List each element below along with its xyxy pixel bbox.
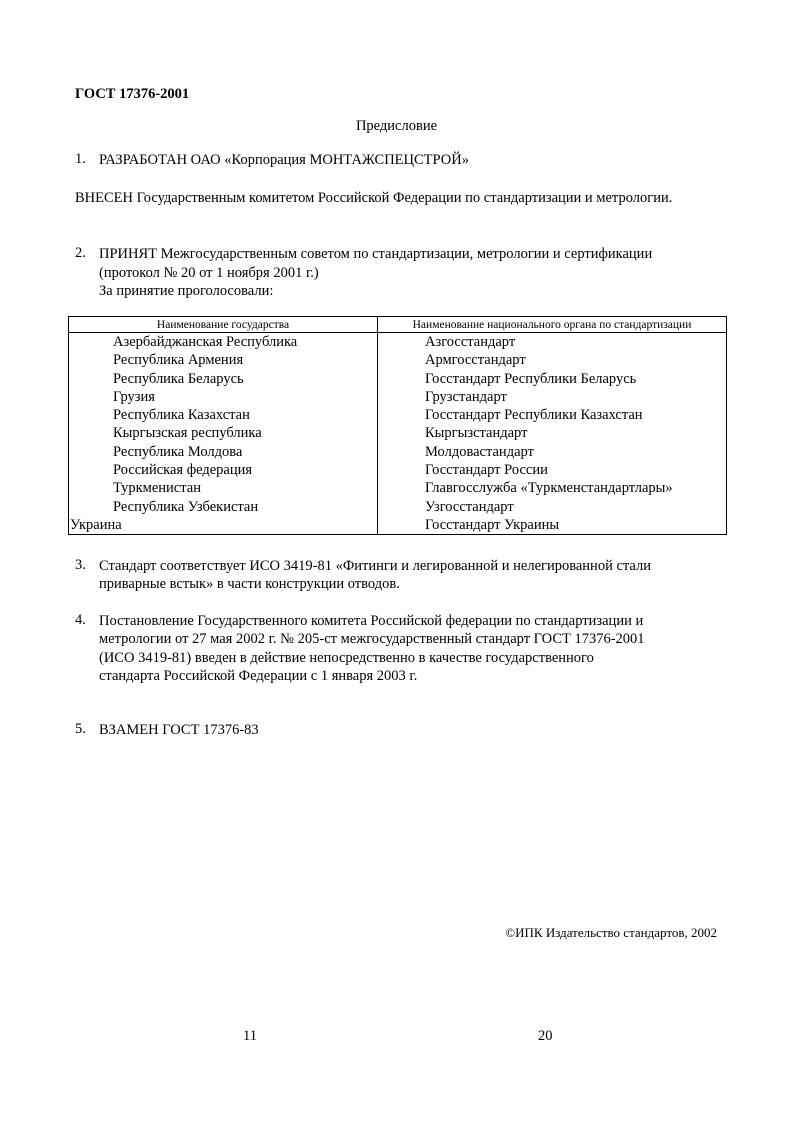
table-row <box>69 424 727 442</box>
standards-body: Кыргызстандарт <box>425 425 528 442</box>
standards-body: Госстандарт Украины <box>425 516 560 533</box>
table-row <box>69 516 727 535</box>
item-5-text: ВЗАМЕН ГОСТ 17376-83 <box>99 722 259 738</box>
item-3-number: 3. <box>75 557 86 573</box>
state-name: Российская федерация <box>113 462 253 479</box>
state-name: Азербайджанская Республика <box>113 334 298 350</box>
table-header-body: Наименование национального органа по стандартизации <box>378 317 727 333</box>
state-name: Республика Армения <box>113 352 244 369</box>
item-2-line-1: ПРИНЯТ Межгосударственным советом по стандартизации, метрологии и сертификации <box>99 246 653 262</box>
state-name: Кыргызская республика <box>113 425 262 442</box>
standards-body: Госстандарт России <box>425 462 548 479</box>
item-2-line-3: За принятие проголосовали: <box>99 283 274 299</box>
standards-body: Узгосстандарт <box>425 498 514 515</box>
standards-body: Госстандарт Республики Беларусь <box>425 370 637 387</box>
table-header-state: Наименование государства <box>69 317 378 333</box>
standards-body: Азгосстандарт <box>425 334 516 350</box>
table-row <box>69 461 727 479</box>
item-1-text: РАЗРАБОТАН ОАО «Корпорация МОНТАЖСПЕЦСТРОЙ» <box>99 152 469 168</box>
voting-states-table <box>68 316 727 535</box>
item-3-line-1: Стандарт соответствует ИСО 3419-81 «Фитинги и легированной и нелегированной стали <box>99 558 651 574</box>
item-4-line-1: Постановление Государственного комитета Российской федерации по стандартизации и <box>99 613 644 629</box>
page-number-right: 20 <box>538 1028 553 1044</box>
table-row <box>69 370 727 388</box>
item-3-line-2: приварные встык» в части конструкции отводов. <box>99 576 400 592</box>
table-row <box>69 333 727 352</box>
item-4-number: 4. <box>75 612 86 628</box>
section-title: Предисловие <box>355 118 438 134</box>
standards-body: Армгосстандарт <box>425 352 526 369</box>
state-name: Грузия <box>113 388 155 405</box>
item-2-number: 2. <box>75 245 86 261</box>
table-row <box>69 443 727 461</box>
state-name: Туркменистан <box>113 480 201 497</box>
table-row <box>69 479 727 497</box>
item-4-line-2: метрологии от 27 мая 2002 г. № 205-ст межгосударственный стандарт ГОСТ 17376-2001 <box>99 631 645 647</box>
table-row <box>69 388 727 406</box>
state-name: Республика Молдова <box>113 443 243 460</box>
state-name: Украина <box>70 516 122 533</box>
standards-body: Молдовастандарт <box>425 443 534 460</box>
page-number-left: 11 <box>243 1028 257 1044</box>
copyright-notice: ©ИПК Издательство стандартов, 2002 <box>505 925 717 940</box>
introduced-paragraph: ВНЕСЕН Государственным комитетом Российской Федерации по стандартизации и метрологии. <box>75 190 673 206</box>
table-row <box>69 351 727 369</box>
item-4-line-4: стандарта Российской Федерации с 1 января 2003 г. <box>99 668 418 684</box>
standards-body: Грузстандарт <box>425 388 507 405</box>
table-row <box>69 406 727 424</box>
state-name: Республика Казахстан <box>113 407 250 424</box>
state-name: Республика Беларусь <box>113 370 244 387</box>
standards-body: Госстандарт Республики Казахстан <box>425 407 643 424</box>
item-5-number: 5. <box>75 721 86 737</box>
state-name: Республика Узбекистан <box>113 498 259 515</box>
item-2-line-2: (протокол № 20 от 1 ноября 2001 г.) <box>99 265 319 281</box>
item-1-number: 1. <box>75 151 86 167</box>
item-4-line-3: (ИСО 3419-81) введен в действие непосредственно в качестве государственного <box>99 650 594 666</box>
table-row <box>69 498 727 516</box>
table-header-row <box>69 317 727 333</box>
standards-body: Главгосслужба «Туркменстандартлары» <box>425 480 673 497</box>
document-id: ГОСТ 17376-2001 <box>75 86 190 102</box>
